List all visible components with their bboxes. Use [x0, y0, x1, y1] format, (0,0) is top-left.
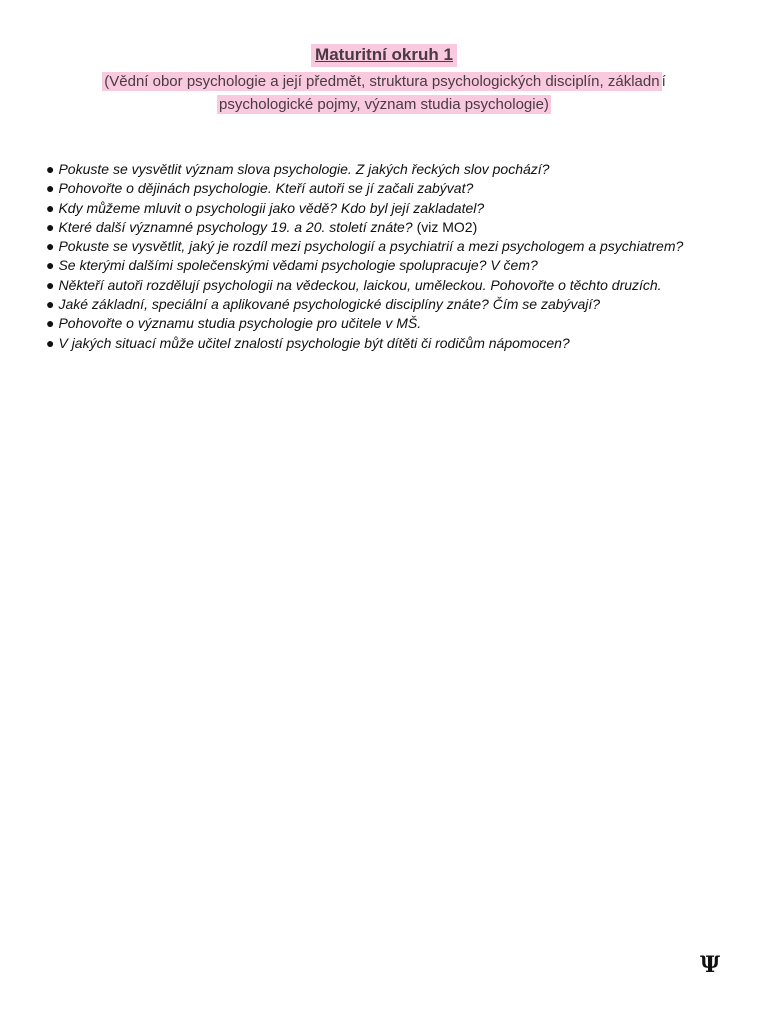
bullet-icon: ● [46, 218, 55, 235]
question-text: Pokuste se vysvětlit význam slova psychologie. Z jakých řeckých slov pochází? [58, 161, 550, 177]
subtitle-block [60, 70, 708, 116]
question-text: Jaké základní, speciální a aplikované psychologické disciplíny znáte? Čím se zabývají? [58, 296, 601, 313]
question-item [46, 276, 718, 295]
subtitle-tail-letter: í [661, 73, 666, 90]
question-item [46, 314, 718, 333]
subtitle-line-1: (Vědní obor psychologie a její předmět, struktura psychologických disciplín, základn [104, 73, 660, 90]
question-text: Se kterými dalšími společenskými vědami psychologie spolupracuje? V čem? [58, 257, 538, 274]
question-item [46, 199, 718, 218]
question-text: Které další významné psychology 19. a 20. století znáte? [58, 218, 413, 235]
title-block [0, 44, 768, 67]
subtitle-line-2: psychologické pojmy, význam studia psychologie) [219, 96, 549, 113]
bullet-icon: ● [46, 296, 55, 313]
question-item [46, 160, 718, 179]
bullet-icon: ● [46, 161, 55, 177]
question-text: Kdy můžeme mluvit o psychologii jako vědě? Kdo byl její zakladatel? [58, 199, 485, 216]
question-text: Pohovořte o významu studia psychologie pro učitele v MŠ. [58, 315, 422, 332]
document-title: Maturitní okruh 1 [311, 44, 457, 67]
question-item [46, 179, 718, 198]
bullet-icon: ● [46, 334, 55, 351]
question-item [46, 218, 718, 237]
question-item [46, 256, 718, 275]
bullet-icon: ● [46, 199, 55, 216]
question-text: Pohovořte o dějinách psychologie. Kteří autoři se jí začali zabývat? [58, 180, 474, 197]
question-item [46, 237, 718, 256]
question-item [46, 295, 718, 314]
question-text: V jakých situací může učitel znalostí psychologie být dítěti či rodičům nápomocen? [58, 334, 570, 351]
question-text: Pokuste se vysvětlit, jaký je rozdíl mezi psychologií a psychiatrií a mezi psychologem a psychiatrem? [58, 238, 684, 255]
bullet-icon: ● [46, 180, 55, 197]
bullet-icon: ● [46, 276, 55, 293]
question-item [46, 334, 718, 353]
question-text: Někteří autoři rozdělují psychologii na vědeckou, laickou, uměleckou. Pohovořte o těchto druzích. [58, 276, 662, 293]
bullet-icon: ● [46, 315, 55, 332]
question-list [46, 160, 718, 353]
psi-icon: Ψ [700, 952, 721, 978]
bullet-icon: ● [46, 257, 55, 274]
bullet-icon: ● [46, 238, 55, 255]
question-note: (viz MO2) [416, 218, 478, 235]
